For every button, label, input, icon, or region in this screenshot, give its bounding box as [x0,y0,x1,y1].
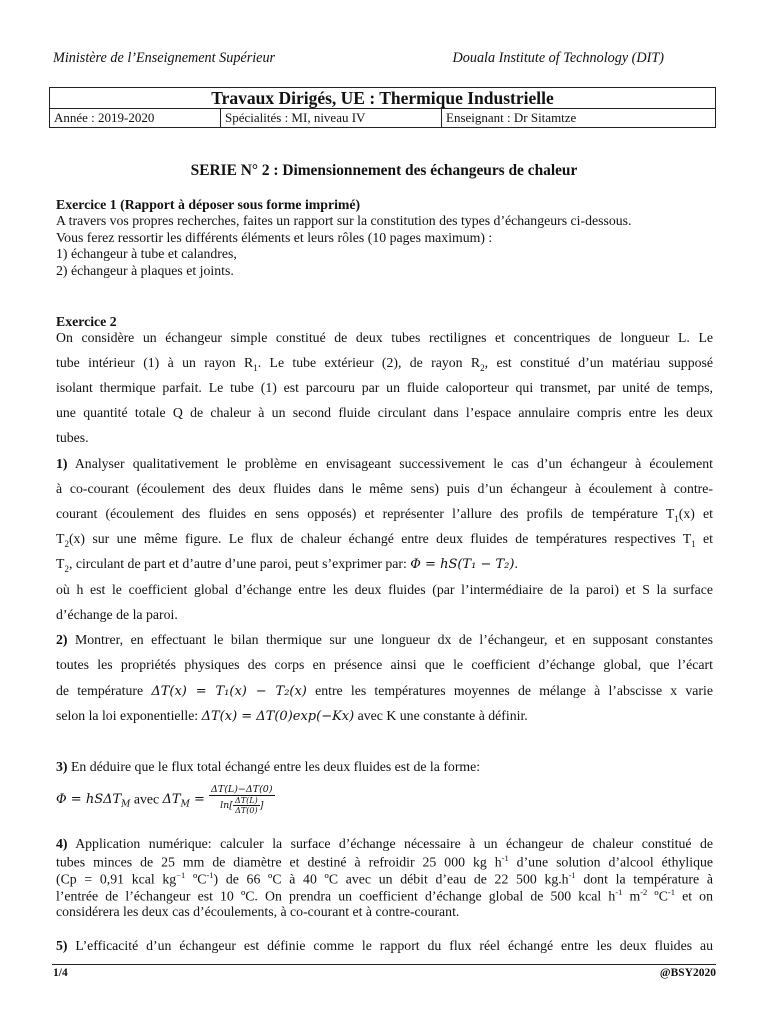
ex2-intro-line: tubes. [56,430,89,445]
q1-line: où h est le coefficient global d’échange entre les deux fluides (par l’intermédiaire de la paroi) et S la surface [56,582,713,597]
ex2-title: Exercice 2 [56,314,117,329]
ex2-intro-line: tube intérieur (1) à un rayon $R_1$. Le tube extérieur (2), de rayon $R_2$, est constitué d’un matériau supposé [56,355,713,373]
ex1-title: Exercice 1 (Rapport à déposer sous forme imprimé) [56,197,361,212]
header-ministry: Ministère de l’Enseignement Supérieur [53,50,276,66]
q1-line: 1) Analyser qualitativement le problème en envisageant successivement le cas d’un échangeur à écoulement [56,456,713,471]
ex1-line: Vous ferez ressortir les différents éléments et leurs rôles (10 pages maximum) : [56,229,493,245]
footer-divider [52,964,716,965]
q2-line: selon la loi exponentielle: ΔT(x) = ΔT(0)exp(−Kx) avec K une constante à définir. [56,708,528,724]
ex1-line: A travers vos propres recherches, faites un rapport sur la constitution des types d’échangeurs ci-dessous. [56,213,632,228]
course-title: Travaux Dirigés, UE : Thermique Industrielle [50,88,715,109]
dtm-fraction: ΔT(L)−ΔT(0) ln[ $\frac{\Delta T(L)}{\Delta T(0)}$ ] [211,784,273,815]
ex2-intro-line: une quantité totale Q de chaleur à un second fluide circulant dans l’espace annulaire compris entre les deux [56,405,713,420]
ex1-line: 1) échangeur à tube et calandres, [56,246,237,262]
q1-line: $T_2$, circulant de part et d’autre d’une paroi, peut s’exprimer par: Φ = hS(T₁ − T₂). [56,556,518,574]
delta-t-formula: ΔT(x) = T₁(x) − T₂(x) [151,684,307,699]
q4-line: (Cp = 0,91 kcal $kg^{-1}$ ºC$^{-1}$) de 66 ºC à 40 ºC avec un débit d’eau de 22 500 $kg.h^{-1}$ dont la température à [56,870,713,887]
exp-law-formula: ΔT(x) = ΔT(0)exp(−Kx) [201,709,355,724]
year-cell: Année : 2019-2020 [50,109,221,127]
q4-line: tubes minces de 25 mm de diamètre et destiné à refroidir 25 000 kg $h^{-1}$ d’une solution d’alcool éthylique [56,853,714,870]
enseignant-cell: Enseignant : Dr Sitamtze [446,110,577,125]
ex1-line: 2) échangeur à plaques et joints. [56,262,234,278]
q1-line: courant (écoulement des fluides en sens opposés) et représenter l’allure des profils de température $T_1(x)$ et [56,506,713,524]
specialites-cell: Spécialités : MI, niveau IV [221,109,442,127]
ex2-intro-line: On considère un échangeur simple constitué de deux tubes rectilignes et concentriques de longueur L. Le [56,330,713,345]
q1-line: $T_2(x)$ sur une même figure. Le flux de chaleur échangé entre deux fluides de températures respectives $T_1$ et [56,531,714,549]
q2-line: 2) Montrer, en effectuant le bilan thermique sur une longueur dx de l’échangeur, et en supposant constantes [56,632,713,647]
header-institute: Douala Institute of Technology (DIT) [452,50,664,66]
q3-formula: Φ = hSΔT$_M$ avec $\Delta T_M$ = ΔT(L)−ΔT(0) ln[ $\frac{\Delta T(L)}{\Delta T(0)}$ ] [56,784,273,815]
q3-line: 3) En déduire que le flux total échangé entre les deux fluides est de la forme: [56,759,481,774]
q1-line: d’échange de la paroi. [56,607,178,622]
title-box [49,87,716,128]
ex2-intro-line: isolant thermique parfait. Le tube (1) est parcouru par un fluide caloporteur qui transmet, par unité de temps, [56,380,713,395]
footer-credit: @BSY2020 [659,967,716,979]
page-number: 1/4 [53,967,68,979]
flux-formula: Φ = hS(T₁ − T₂) [410,557,515,572]
q5-line: 5) L’efficacité d’un échangeur est définie comme le rapport du flux réel échangé entre les deux fluides au [56,938,713,953]
info-row [50,109,715,127]
serie-title: SERIE N° 2 : Dimensionnement des échangeurs de chaleur [190,162,578,179]
q4-line: considérera les deux cas d’écoulements, à co-courant et à contre-courant. [56,904,460,919]
ex1-body [56,213,713,279]
q4-line: l’entrée de l’échangeur est 10 ºC. On prendra un coefficient d’échange global de 500 kcal $h^{-1}$ $m^{-2}$ ºC$^{-1}$ et on [56,887,713,904]
q4-line: 4) Application numérique: calculer la surface d’échange nécessaire à un échangeur de chaleur constitué de [56,836,713,851]
q2-line: de température ΔT(x) = T₁(x) − T₂(x) entre les températures moyennes de mélange à l’abscisse x varie [56,683,713,699]
q1-line: à co-courant (écoulement des deux fluides dans le même sens) puis d’un échangeur à écoulement à contre- [56,481,713,496]
q2-line: toutes les propriétés physiques des corps en présence ainsi que le coefficient d’échange global, que l’écart [56,657,713,672]
